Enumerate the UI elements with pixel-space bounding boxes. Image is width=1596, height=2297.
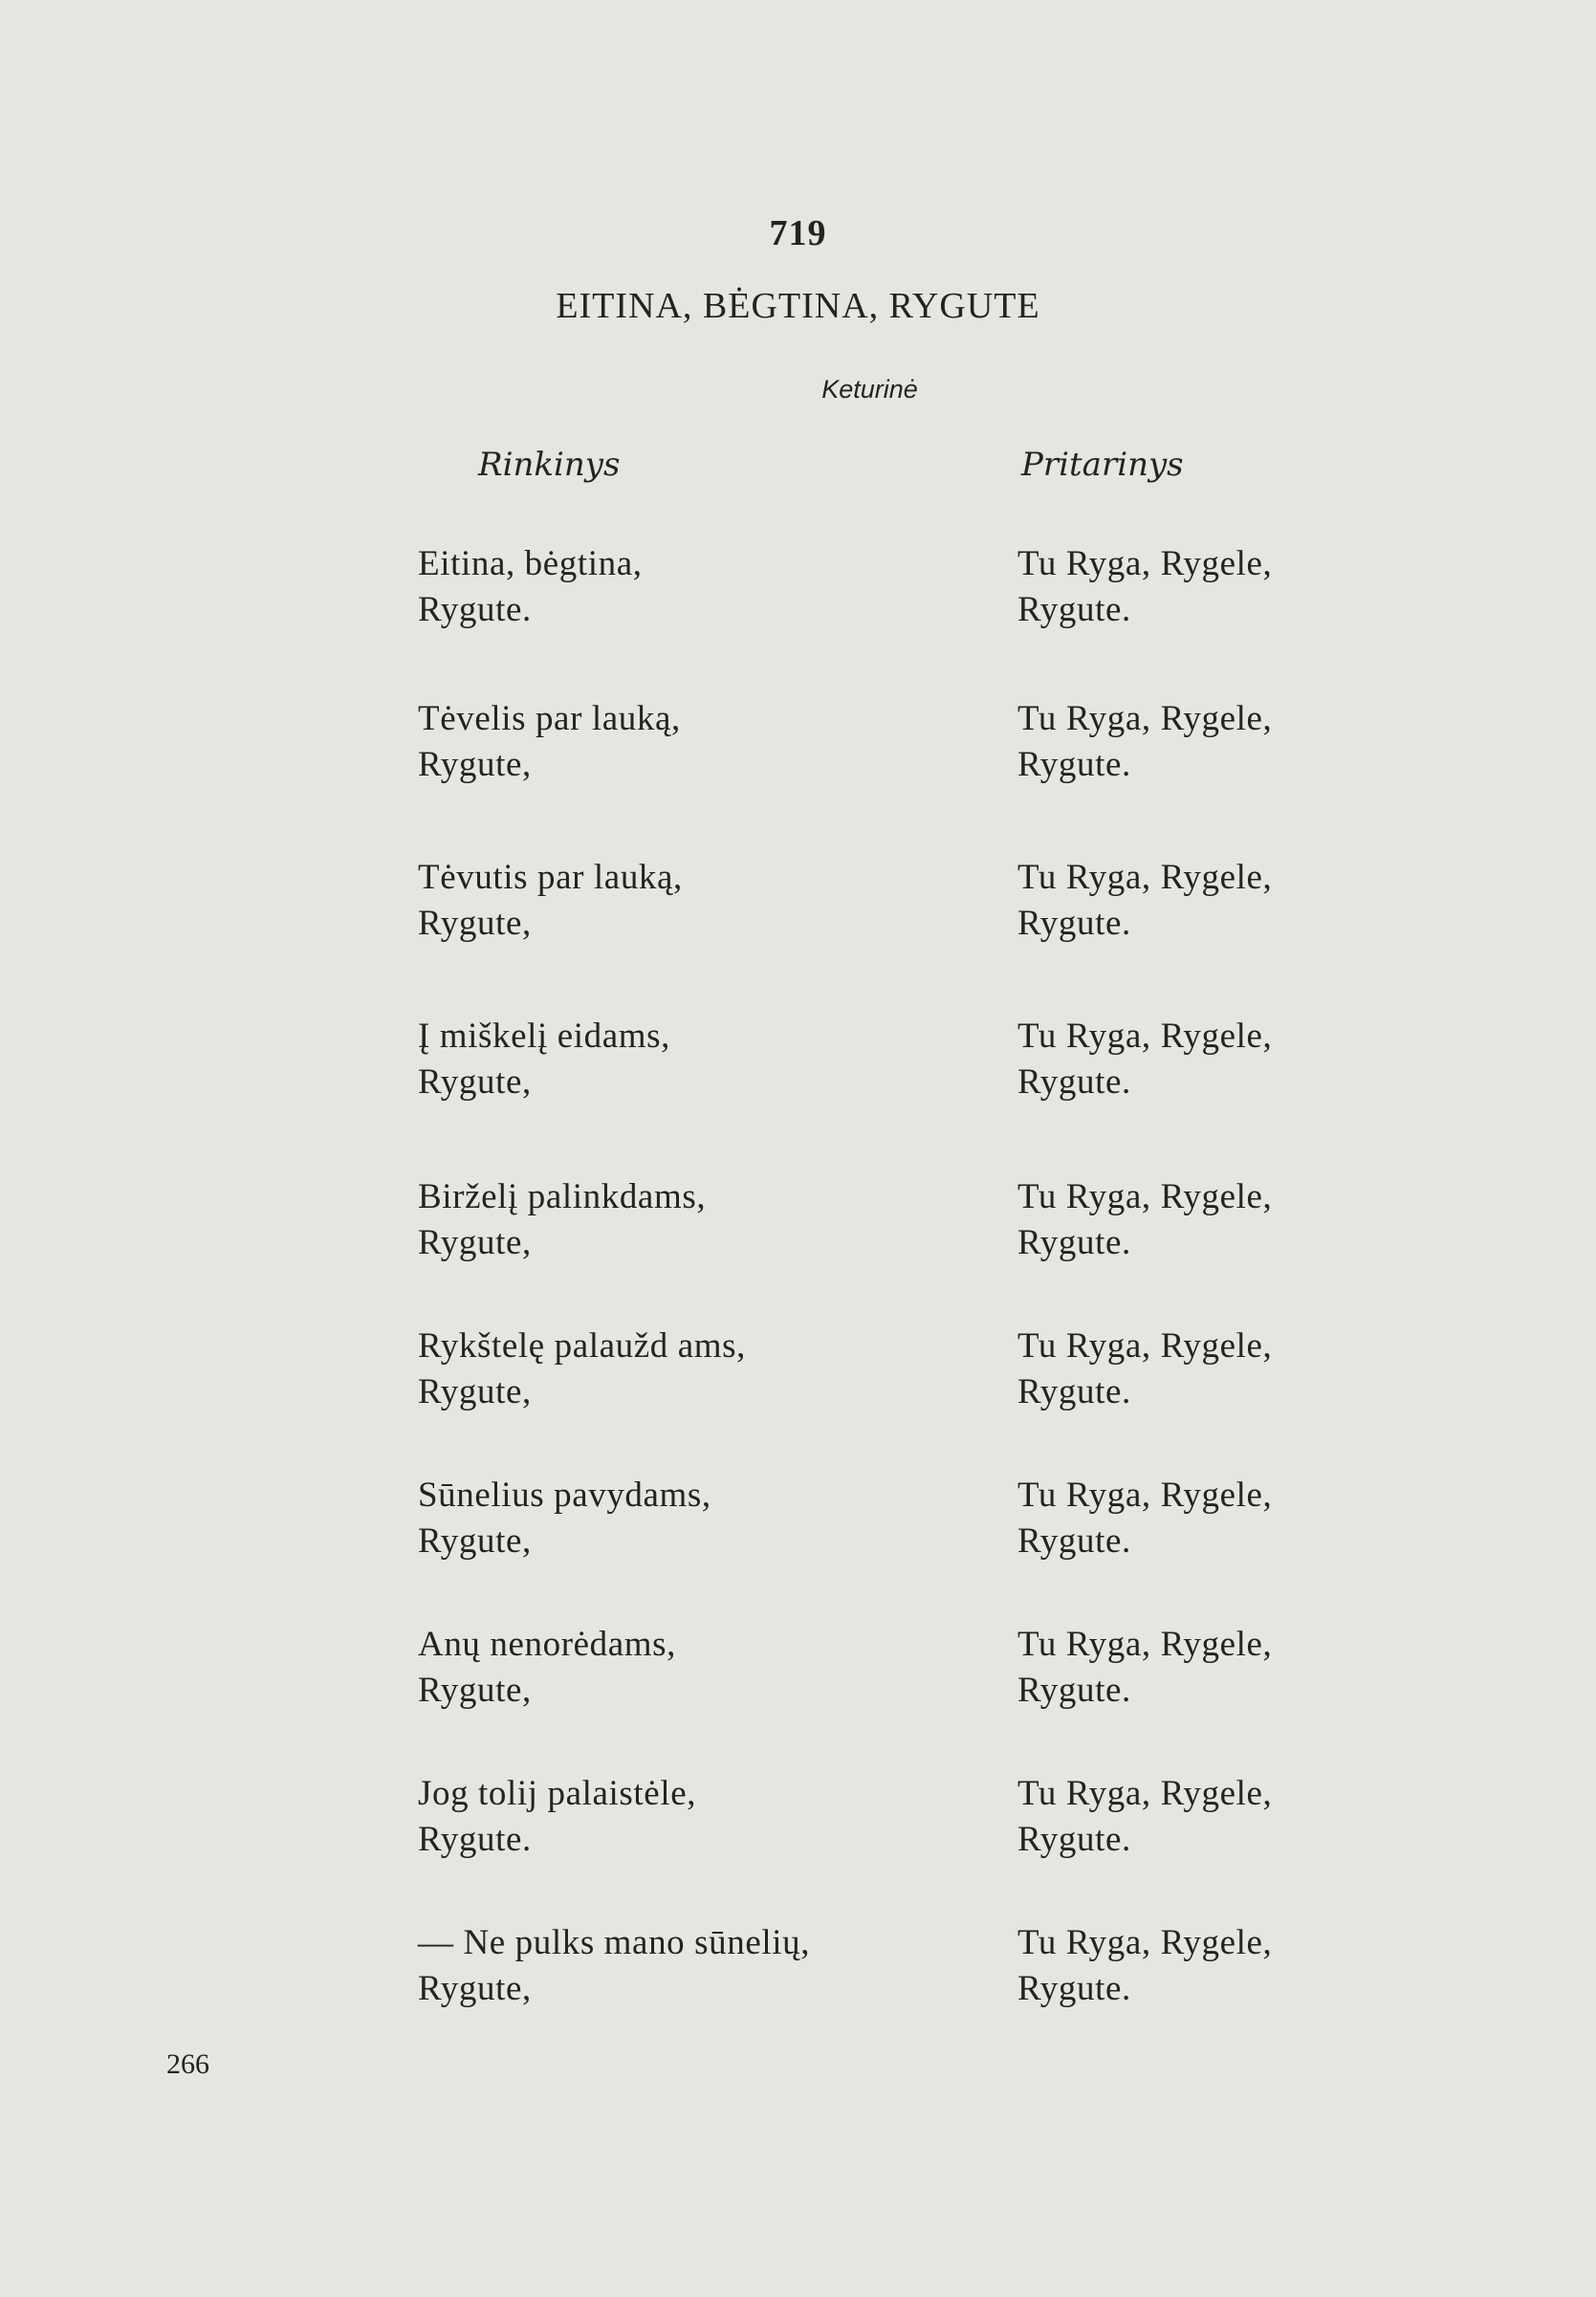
response-refrain: Rygute. — [1017, 590, 1131, 629]
response-line: Tu Ryga, Rygele, — [1017, 699, 1273, 738]
response-line: Tu Ryga, Rygele, — [1017, 858, 1273, 897]
response-refrain: Rygute. — [1017, 1223, 1131, 1262]
stanza — [0, 1771, 1596, 1867]
response-refrain: Rygute. — [1017, 745, 1131, 784]
response-line: Tu Ryga, Rygele, — [1017, 1177, 1273, 1216]
lead-refrain: Rygute, — [418, 1521, 532, 1561]
stanza — [0, 1920, 1596, 2016]
lead-line: Sūnelius pavydams, — [418, 1476, 711, 1515]
lead-line: Eitina, bėgtina, — [418, 544, 643, 583]
stanza — [0, 696, 1596, 792]
response-refrain: Rygute. — [1017, 1062, 1131, 1102]
lead-refrain: Rygute, — [418, 1223, 532, 1262]
lead-refrain: Rygute, — [418, 1969, 532, 2008]
lead-refrain: Rygute, — [418, 1372, 532, 1411]
response-line: Tu Ryga, Rygele, — [1017, 1476, 1273, 1515]
response-line: Tu Ryga, Rygele, — [1017, 1017, 1273, 1056]
response-refrain: Rygute. — [1017, 1969, 1131, 2008]
lead-line: Birželį palinkdams, — [418, 1177, 707, 1216]
lead-line: Anų nenorėdams, — [418, 1625, 676, 1664]
lead-line: Tėvelis par lauką, — [418, 699, 681, 738]
response-line: Tu Ryga, Rygele, — [1017, 544, 1273, 583]
response-line: Tu Ryga, Rygele, — [1017, 1326, 1273, 1366]
song-subtitle: Keturinė — [821, 375, 918, 404]
song-title: EITINA, BĖGTINA, RYGUTE — [556, 286, 1040, 326]
response-refrain: Rygute. — [1017, 904, 1131, 943]
response-refrain: Rygute. — [1017, 1521, 1131, 1561]
song-number: 719 — [769, 213, 827, 253]
lead-refrain: Rygute. — [418, 1820, 532, 1859]
stanza — [0, 1473, 1596, 1568]
stanza — [0, 1622, 1596, 1717]
lead-refrain: Rygute, — [418, 1671, 532, 1710]
lead-refrain: Rygute, — [418, 904, 532, 943]
lead-line: — Ne pulks mano sūnelių, — [418, 1923, 811, 1962]
column-heading-response: Pritarinys — [1021, 446, 1184, 484]
stanza — [0, 855, 1596, 951]
lead-refrain: Rygute, — [418, 1062, 532, 1102]
lead-line: Rykštelę palaužd ams, — [418, 1326, 746, 1366]
lead-line: Tėvutis par lauką, — [418, 858, 683, 897]
stanza — [0, 1174, 1596, 1270]
response-line: Tu Ryga, Rygele, — [1017, 1625, 1273, 1664]
lead-refrain: Rygute, — [418, 745, 532, 784]
response-refrain: Rygute. — [1017, 1372, 1131, 1411]
stanza — [0, 1324, 1596, 1419]
column-heading-lead: Rinkinys — [478, 446, 621, 484]
stanza — [0, 541, 1596, 637]
response-line: Tu Ryga, Rygele, — [1017, 1923, 1273, 1962]
lead-line: Į miškelį eidams, — [418, 1017, 671, 1056]
lead-line: Jog tolij palaistėle, — [418, 1774, 697, 1813]
response-refrain: Rygute. — [1017, 1671, 1131, 1710]
lead-refrain: Rygute. — [418, 590, 532, 629]
stanza — [0, 1014, 1596, 1109]
page-number: 266 — [166, 2048, 209, 2080]
response-refrain: Rygute. — [1017, 1820, 1131, 1859]
response-line: Tu Ryga, Rygele, — [1017, 1774, 1273, 1813]
